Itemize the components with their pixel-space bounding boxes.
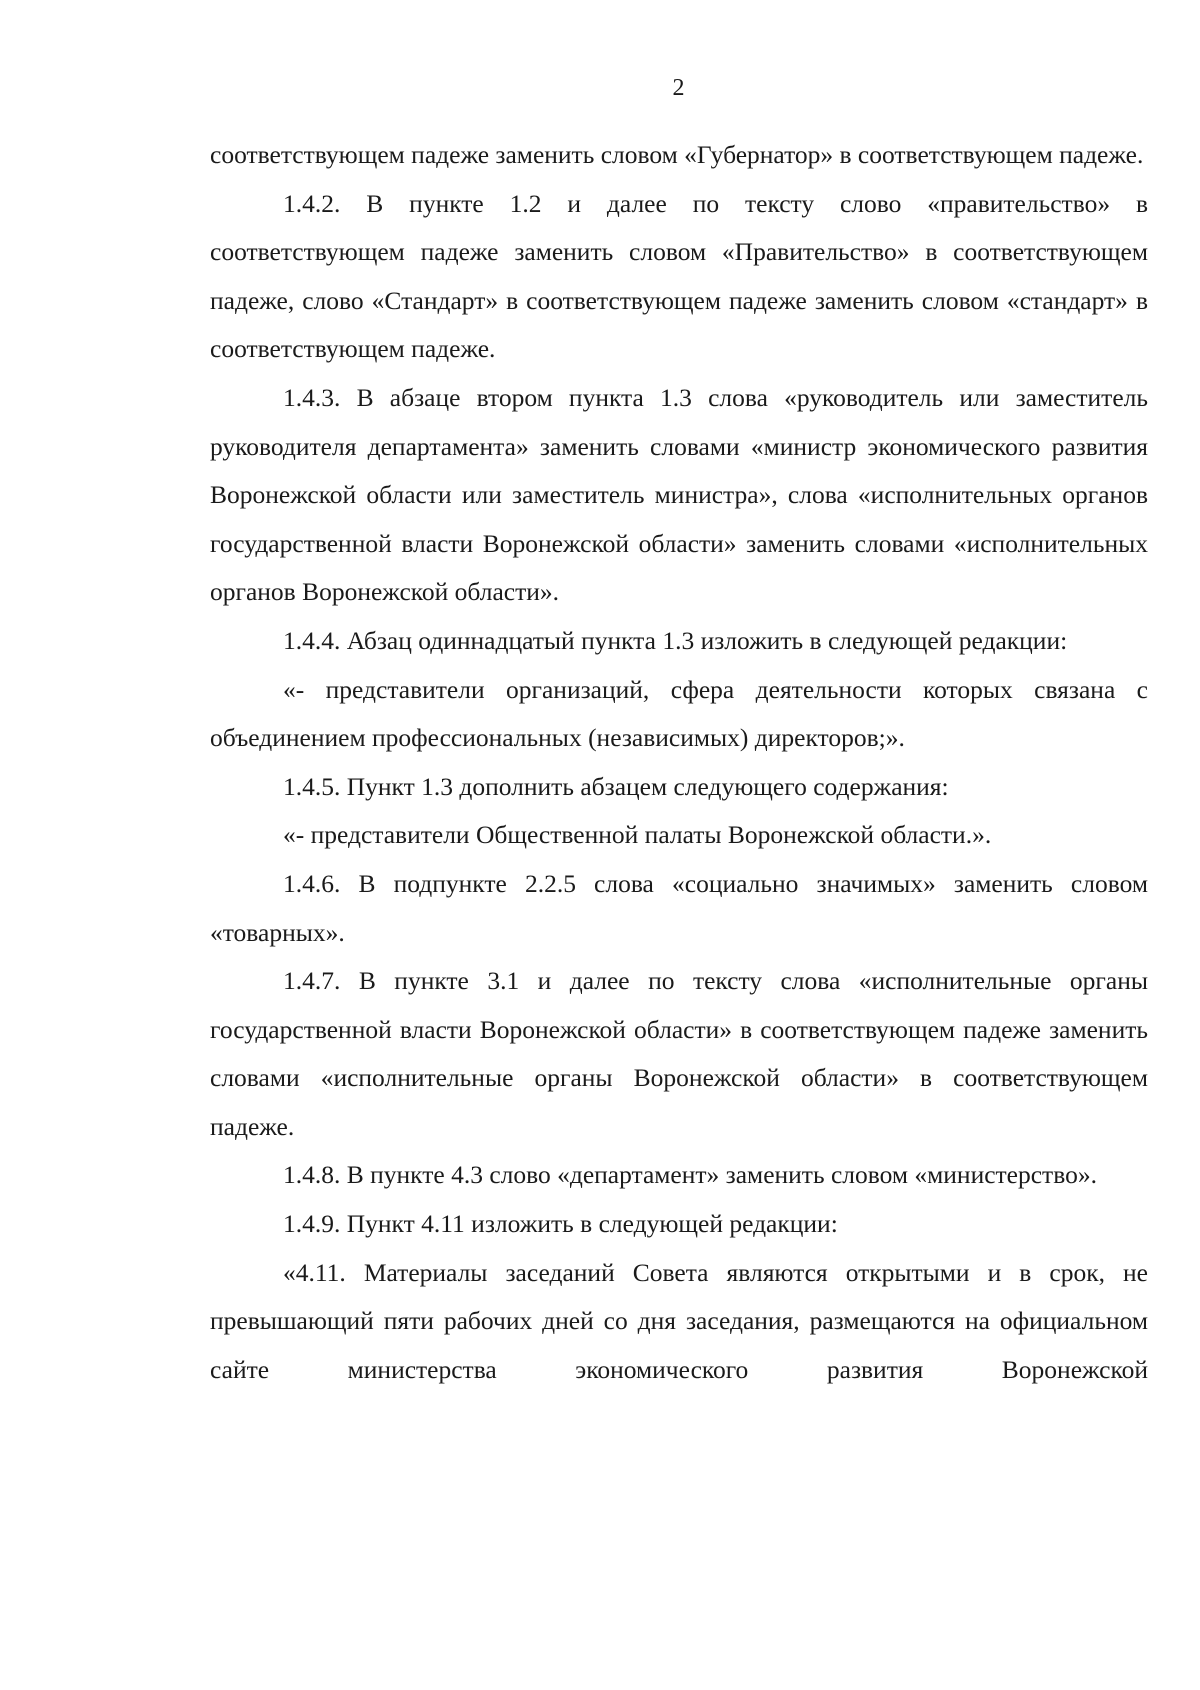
paragraph: «- представители организаций, сфера деятельности которых связана с объединением профессиональных (независимых) директоров;». — [210, 674, 1148, 753]
paragraph: «- представители Общественной палаты Воронежской области.». — [283, 820, 992, 850]
paragraph: 1.4.4. Абзац одиннадцатый пункта 1.3 изложить в следующей редакции: — [283, 625, 1068, 655]
paragraph: 1.4.9. Пункт 4.11 изложить в следующей редакции: — [283, 1209, 838, 1239]
paragraph: соответствующем падеже заменить словом «Губернатор» в соответствующем падеже. — [210, 140, 1144, 169]
paragraph: 1.4.2. В пункте 1.2 и далее по тексту слово «правительство» в соответствующем падеже заменить словом «Правительство» в соответствующем падеже, слово «Стандарт» в соответствующем падеже заменить словом «стандарт» в соответствующем падеже. — [210, 188, 1148, 364]
page-number: 2 — [672, 75, 685, 101]
paragraph: 1.4.3. В абзаце втором пункта 1.3 слова «руководитель или заместитель руководителя департамента» заменить словами «министр экономического развития Воронежской области или заместитель министра», слова «исполнительных органов государственной власти Воронежской области» заменить словами «исполнительных органов Воронежской области». — [210, 382, 1148, 607]
document-body — [210, 131, 1148, 1394]
paragraph: 1.4.8. В пункте 4.3 слово «департамент» заменить словом «министерство». — [283, 1160, 1097, 1190]
paragraph: 1.4.6. В подпункте 2.2.5 слова «социально значимых» заменить словом «товарных». — [210, 868, 1148, 947]
paragraph: «4.11. Материалы заседаний Совета являются открытыми и в срок, не превышающий пяти рабочих дней со дня заседания, размещаются на официальном сайте министерства экономического развития Воронежской — [210, 1257, 1148, 1384]
paragraph: 1.4.5. Пункт 1.3 дополнить абзацем следующего содержания: — [283, 771, 949, 801]
paragraph: 1.4.7. В пункте 3.1 и далее по тексту слова «исполнительные органы государственной власти Воронежской области» в соответствующем падеже заменить словами «исполнительные органы Воронежской области» в соответствующем падеже. — [210, 966, 1148, 1141]
